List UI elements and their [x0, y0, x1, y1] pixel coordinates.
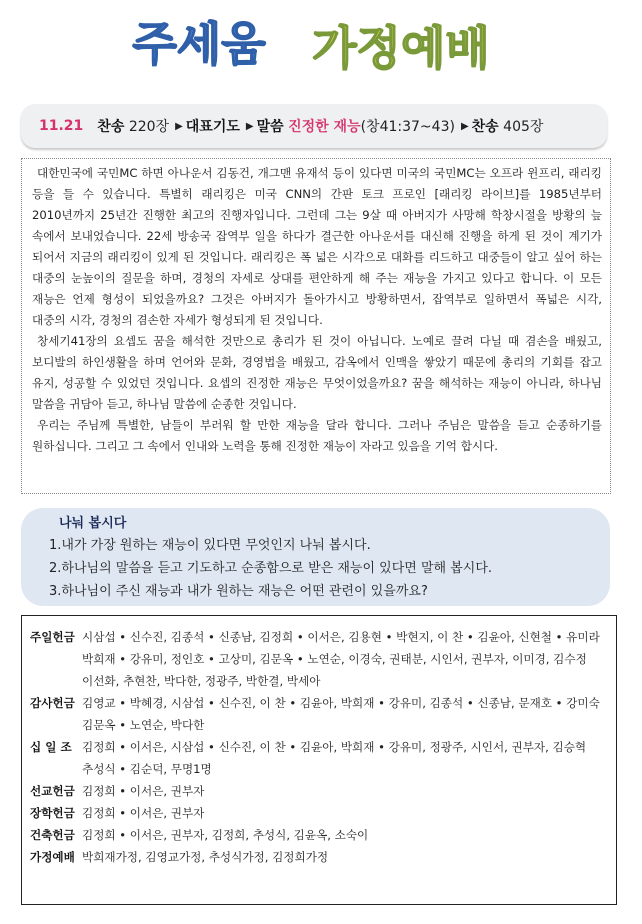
offering-label: 십 일 조	[30, 740, 72, 754]
offering-label: 선교헌금	[30, 784, 75, 798]
hymn2-value: 405장	[503, 119, 544, 135]
offering-label: 장학헌금	[30, 806, 75, 820]
word-label: 말씀	[256, 119, 284, 135]
title-graphic	[41, 8, 601, 78]
word-title: 진정한 재능	[288, 119, 361, 135]
offering-row	[30, 736, 610, 780]
discussion-question-3: 3.하나님이 주신 재능과 내가 원하는 재능은 어떤 관련이 있을까요?	[49, 584, 428, 599]
offering-label: 주일헌금	[30, 630, 75, 644]
offering-row	[30, 626, 610, 692]
word-reference: (창41:37~43)	[360, 119, 455, 135]
hymn1-value: 220장	[128, 119, 170, 135]
prayer-label: 대표기도	[185, 119, 240, 135]
discussion-question-1: 1.내가 가장 원하는 재능이 있다면 무엇인지 나눠 봅시다.	[49, 538, 371, 553]
offering-label: 건축헌금	[30, 828, 75, 842]
offering-row	[30, 802, 610, 824]
discussion-question-2: 2.하나님의 말씀을 듣고 기도하고 순종함으로 받은 재능이 있다면 말해 봅시다.	[49, 561, 493, 576]
offering-names: 시삼섭 • 신수진, 김종석 • 신종남, 김정희 • 이서은, 김용현 • 박현지, 이 찬 • 김윤아, 신현철 • 유미라 박희재 • 강유미, 정인호 • 고상미, 김문옥 • 노연순, 이경숙, 권태분, 시인서, 권부자, 이미경, 김수정 이선화, 추현찬, 박다한, 정광주, 박한결, 박세아	[82, 630, 600, 688]
triangle-right-icon: ▶	[175, 120, 183, 132]
worship-date: 11.21	[39, 118, 84, 134]
offering-names: 김정희 • 이서은, 권부자	[82, 806, 205, 820]
offering-names: 김영교 • 박혜경, 시삼섭 • 신수진, 이 찬 • 김윤아, 박희재 • 강유미, 김종석 • 신종남, 문재호 • 강미숙 김문옥 • 노연순, 박다한	[82, 696, 600, 732]
triangle-right-icon: ▶	[460, 120, 469, 132]
page-title	[0, 8, 642, 78]
title-part2: 가정예배	[312, 21, 490, 75]
offering-row	[30, 780, 610, 802]
offering-list	[21, 615, 617, 905]
sermon-paragraph-3: 우리는 주님께 특별한, 남들이 부러워 할 만한 재능을 달라 합니다. 그러나 주님은 말씀을 듣고 순종하기를 원하십니다. 그리고 그 속에서 인내와 노력을 통해 진정한 재능이 자라고 있음을 기억 합시다.	[32, 418, 602, 453]
triangle-right-icon: ▶	[245, 120, 254, 132]
offering-row	[30, 692, 610, 736]
sermon-paragraph-1: 대한민국에 국민MC 하면 아나운서 김동건, 개그맨 유재석 등이 있다면 미국의 국민MC는 오프라 윈프리, 래리킹 등을 들 수 있습니다. 특별히 래리킹은 미국 CNN의 간판 토크 프로인 [래리킹 라이브]를 1985년부터 2010년까지 25년간 진행한 최고의 진행자입니다. 그런데 그는 9살 때 아버지가 사망해 학창시절을 방황의 늪 속에서 보내었습니다. 22세 방송국 잡역부 일을 하다가 결근한 아나운서를 대신해 진행을 하게 된 것이 계기가 되어서 지금의 래리킹이 있게 된 것입니다. 래리킹은 폭 넓은 시각으로 대화를 리드하고 대중들이 알고 싶어 하는 대중의 눈높이의 질문을 하며, 경청의 자세로 상대를 편안하게 해 주는 재능을 가지고 있다고 합니다. 이 모든 재능은 언제 형성이 되었을까요? 그것은 아버지가 돌아가시고 방황하면서, 잡역부로 일하면서 폭넓은 시각, 대중의 시각, 경청의 겸손한 자세가 형성되게 된 것입니다.	[32, 166, 603, 327]
discussion-heading: 나눠 봅시다	[59, 516, 127, 531]
hymn1-label: 찬송	[97, 119, 125, 135]
offering-names: 박희재가정, 김영교가정, 추성식가정, 김정희가정	[82, 850, 329, 864]
sermon-text-box	[21, 158, 611, 494]
title-part1: 주세움	[132, 17, 266, 71]
offering-names: 김정희 • 이서은, 권부자, 김정희, 추성식, 김윤옥, 소숙이	[82, 828, 369, 842]
sermon-paragraph-2: 창세기41장의 요셉도 꿈을 해석한 것만으로 총리가 된 것이 아닙니다. 노예로 끌려 다닐 때 겸손을 배웠고, 보디발의 하인생활을 하며 언어와 문화, 경영법을 배웠고, 감옥에서 인맥을 쌓았기 때문에 총리의 기회를 잡고 유지, 성공할 수 있었던 것입니다. 요셉의 진정한 재능은 무엇이었을까요? 꿈을 해석하는 재능이 아니라, 하나님 말씀을 귀담아 듣고, 하나님 말씀에 순종한 것입니다.	[32, 334, 602, 411]
offering-label: 감사헌금	[30, 696, 75, 710]
offering-label: 가정예배	[30, 850, 75, 864]
offering-row	[30, 824, 610, 846]
offering-names: 김정희 • 이서은, 권부자	[82, 784, 205, 798]
discussion-box	[21, 508, 610, 606]
worship-order-bar	[21, 104, 607, 148]
offering-row	[30, 846, 610, 868]
hymn2-label: 찬송	[471, 119, 499, 135]
offering-names: 김정희 • 이서은, 시삼섭 • 신수진, 이 찬 • 김윤아, 박희재 • 강유미, 정광주, 시인서, 권부자, 김승혁 추성식 • 김순덕, 무명1명	[82, 740, 587, 776]
